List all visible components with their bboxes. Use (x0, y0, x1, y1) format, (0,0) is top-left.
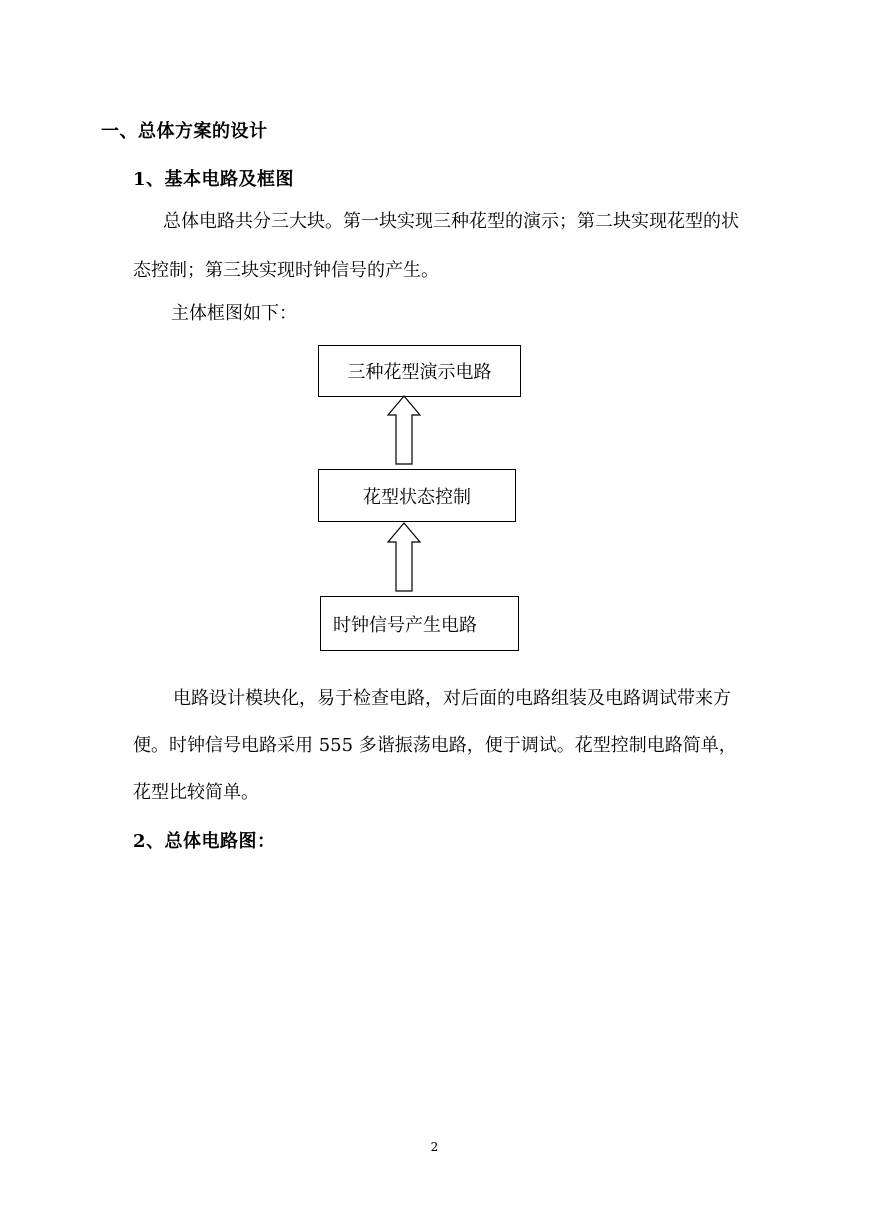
diagram-box-label: 花型状态控制 (363, 486, 471, 508)
up-arrow-icon (386, 522, 422, 596)
design-paragraph-line-3: 花型比较简单。 (133, 782, 259, 803)
intro-paragraph-line-2: 态控制；第三块实现时钟信号的产生。 (133, 260, 439, 281)
intro-paragraph-line-1: 总体电路共分三大块。第一块实现三种花型的演示；第二块实现花型的状 (163, 211, 739, 232)
diagram-box-pattern-demo-circuit (318, 345, 521, 397)
diagram-box-label: 三种花型演示电路 (347, 362, 492, 383)
design-paragraph-line-2: 便。时钟信号电路采用 555 多谐振荡电路，便于调试。花型控制电路简单， (133, 735, 737, 756)
section-title: 一、总体方案的设计 (101, 121, 268, 142)
subsection-title-basic-circuit: 1、基本电路及框图 (133, 169, 295, 190)
diagram-box-clock-signal-circuit (320, 596, 519, 651)
subsection-title-overall-circuit: 2、总体电路图： (133, 831, 276, 852)
up-arrow-icon (386, 395, 422, 469)
design-paragraph-line-1: 电路设计模块化，易于检查电路，对后面的电路组装及电路调试带来方 (173, 688, 731, 709)
diagram-box-label: 时钟信号产生电路 (333, 614, 477, 636)
page-number: 2 (430, 1140, 439, 1154)
diagram-box-pattern-state-control (318, 469, 516, 522)
diagram-caption: 主体框图如下： (171, 303, 297, 324)
